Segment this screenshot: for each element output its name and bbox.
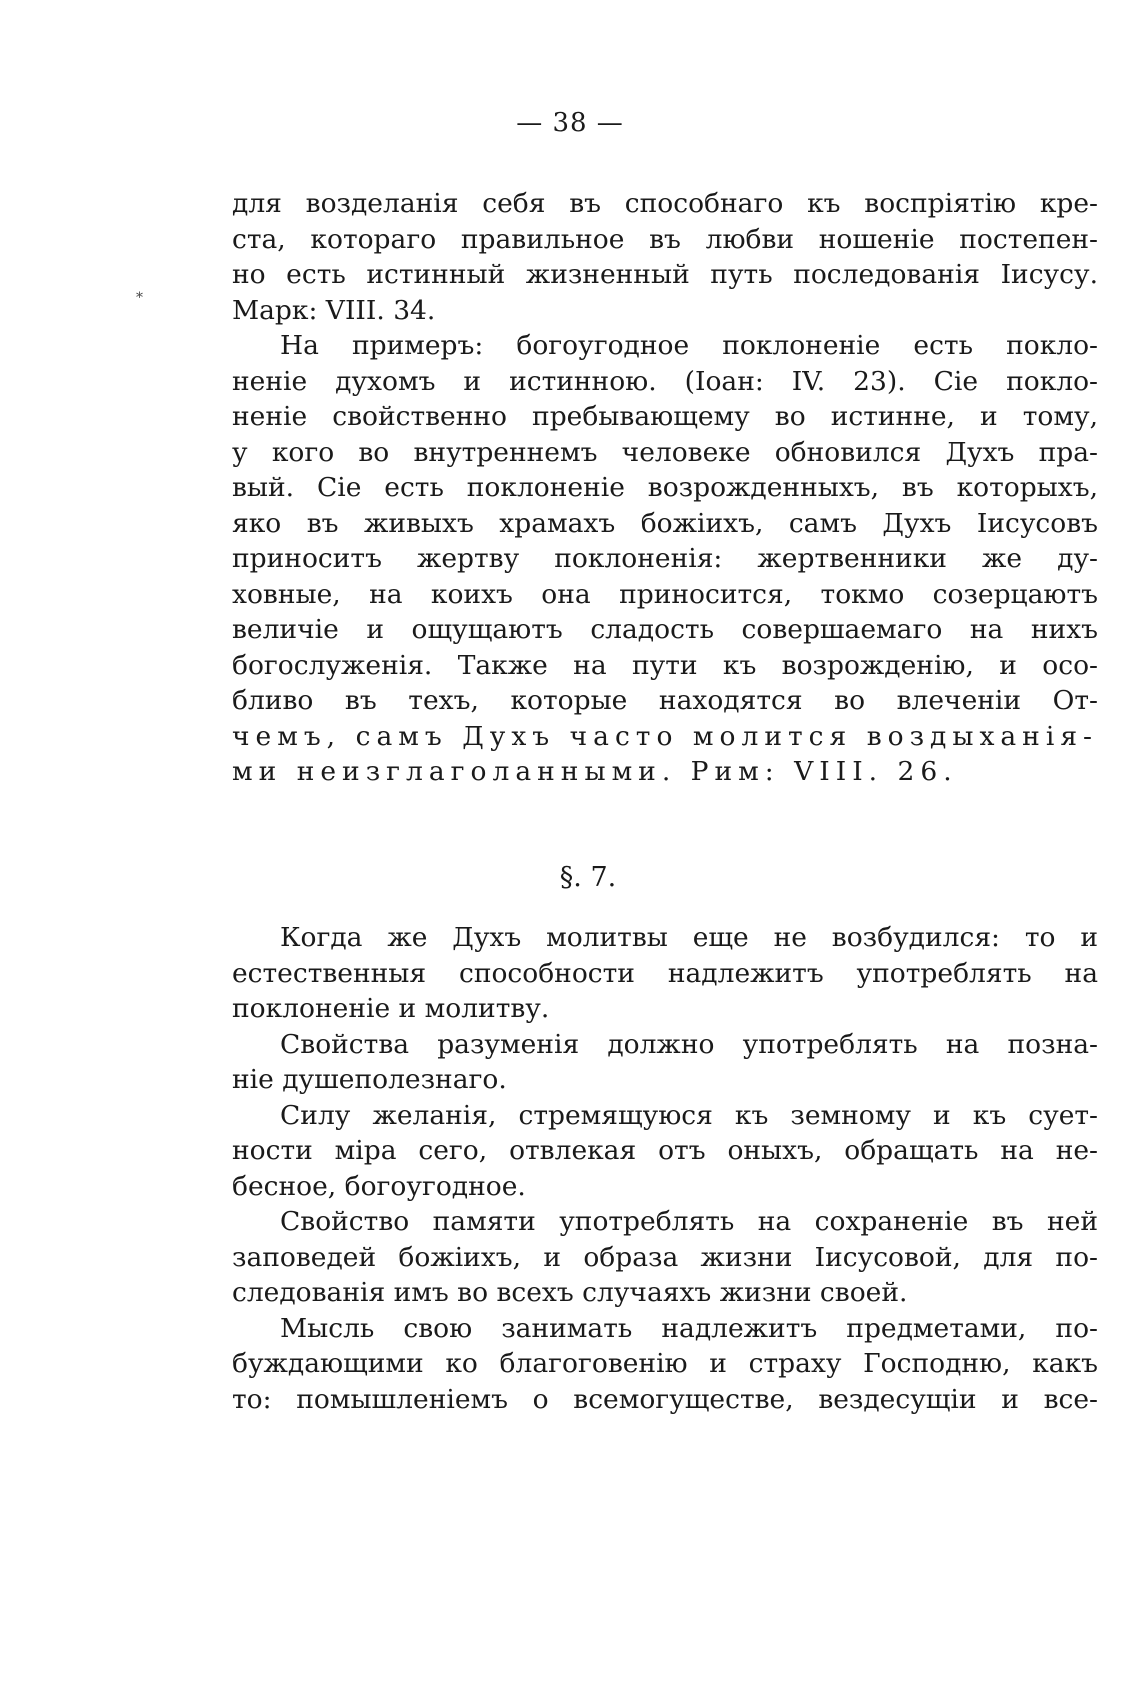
text-block-lower bbox=[232, 920, 1098, 1417]
text-line: Силу желанія, стремящуюся къ земному и къ сует- bbox=[280, 1099, 1098, 1131]
text-line: то: помышленіемъ о всемогуществе, вездесущіи и все- bbox=[232, 1383, 1098, 1415]
text-line: величіе и ощущаютъ сладость совершаемаго на нихъ bbox=[232, 614, 1098, 645]
text-line: поклоненіе и молитву. bbox=[232, 993, 550, 1024]
page-number: — 38 — bbox=[516, 108, 624, 138]
text-line: вый. Сіе есть поклоненіе возрожденныхъ, въ которыхъ, bbox=[232, 472, 1098, 503]
text-line: буждающими ко благоговенію и страху Господню, какъ bbox=[232, 1348, 1098, 1379]
text-line: чемъ, самъ Духъ часто молится воздыханія- bbox=[232, 720, 1098, 752]
text-line: бесное, богоугодное. bbox=[232, 1170, 526, 1202]
text-block-upper bbox=[232, 186, 1098, 790]
paragraph bbox=[232, 1098, 1098, 1205]
text-line: но есть истинный жизненный путь последованія Іисусу. bbox=[232, 259, 1098, 290]
text-line: яко въ живыхъ храмахъ божіихъ, самъ Духъ Іисусовъ bbox=[232, 507, 1098, 539]
text-line: ности міра сего, отвлекая отъ оныхъ, обращать на не- bbox=[232, 1135, 1098, 1166]
section-heading: §. 7. bbox=[559, 862, 617, 893]
paragraph bbox=[232, 1027, 1098, 1098]
text-line: богослуженія. Также на пути къ возрожденію, и осо- bbox=[232, 649, 1098, 681]
text-line: Мысль свою занимать надлежитъ предметами, по- bbox=[280, 1312, 1098, 1344]
paragraph bbox=[232, 1311, 1098, 1418]
text-line: ста, котораго правильное въ любви ношеніе постепен- bbox=[232, 223, 1098, 255]
text-line: у кого во внутреннемъ человеке обновился Духъ пра- bbox=[232, 436, 1098, 468]
text-line: бливо въ техъ, которые находятся во влеченіи От- bbox=[232, 685, 1098, 716]
paragraph bbox=[232, 186, 1098, 328]
text-line: заповедей божіихъ, и образа жизни Іисусовой, для по- bbox=[232, 1241, 1098, 1273]
text-line: Свойство памяти употреблять на сохраненіе въ ней bbox=[280, 1206, 1098, 1237]
text-line: для возделанія себя въ способнаго къ воспріятію кре- bbox=[232, 188, 1098, 219]
text-line: ховные, на коихъ она приносится, токмо созерцаютъ bbox=[232, 578, 1098, 610]
text-line: Свойства разуменія должно употреблять на позна- bbox=[280, 1028, 1098, 1060]
text-line: следованія имъ во всехъ случаяхъ жизни своей. bbox=[232, 1277, 908, 1308]
text-line: Марк: VIII. 34. bbox=[232, 294, 436, 326]
text-line: неніе духомъ и истинною. (Іоан: IV. 23). Сіе покло- bbox=[232, 365, 1098, 397]
text-line: приноситъ жертву поклоненія: жертвенники же ду- bbox=[232, 543, 1098, 574]
text-line: ми неизглаголанными. Рим: VIII. 26. bbox=[232, 756, 958, 787]
text-line: ніе душеполезнаго. bbox=[232, 1064, 507, 1095]
paragraph bbox=[232, 328, 1098, 790]
text-line: Когда же Духъ молитвы еще не возбудился: то и bbox=[280, 922, 1098, 953]
text-line: естественныя способности надлежитъ употреблять на bbox=[232, 957, 1098, 989]
paragraph bbox=[232, 920, 1098, 1027]
paragraph bbox=[232, 1204, 1098, 1311]
text-line: На примеръ: богоугодное поклоненіе есть покло- bbox=[280, 330, 1098, 361]
text-line: неніе свойственно пребывающему во истинне, и тому, bbox=[232, 401, 1098, 432]
margin-mark: * bbox=[136, 290, 143, 306]
